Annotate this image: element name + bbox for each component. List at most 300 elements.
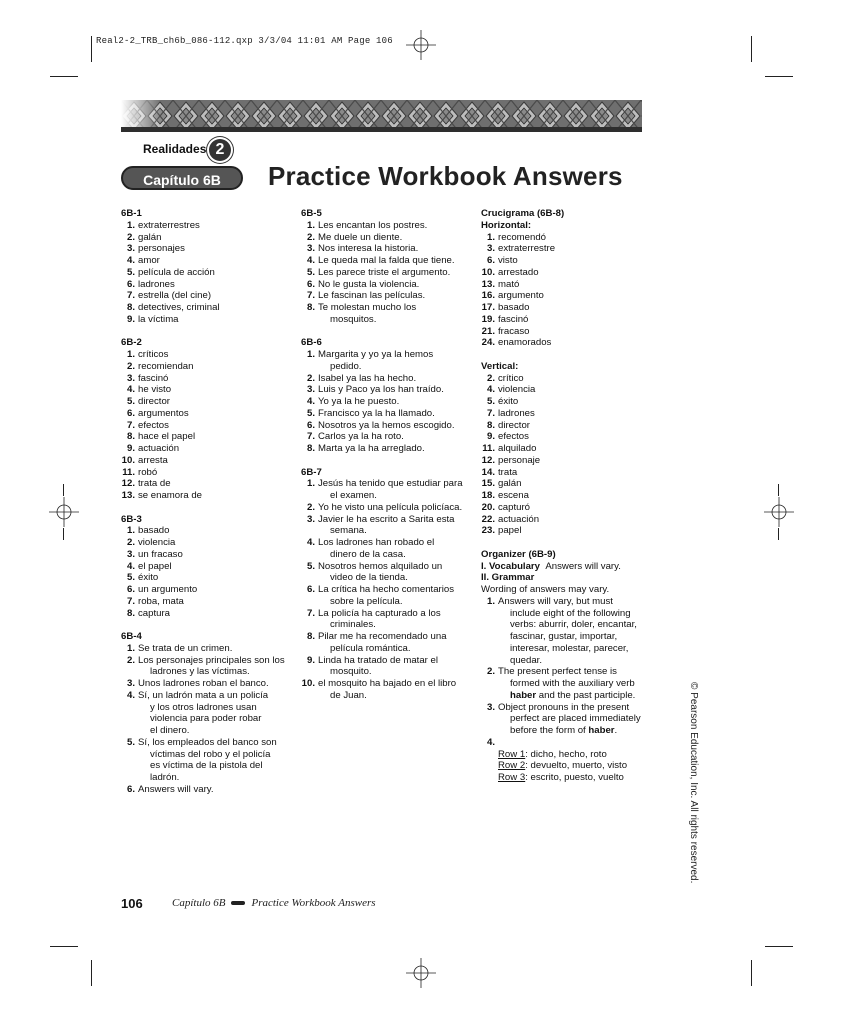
row-label: Row 1 [498, 748, 526, 760]
answer-text: Nos interesa la historia. [318, 243, 419, 255]
list-item [301, 255, 473, 267]
list-item [481, 314, 661, 326]
answer-continuation: criminales. [330, 619, 376, 631]
list-item [481, 373, 661, 385]
item-number: 9. [486, 431, 495, 443]
item-number: 19. [481, 313, 495, 325]
list-item [301, 373, 473, 385]
item-number: 2. [126, 537, 135, 548]
answer-list [121, 349, 293, 502]
running-footer [172, 897, 376, 909]
row-list [481, 749, 661, 784]
list-item [301, 655, 473, 679]
answer-text: Francisco ya la ha llamado. [318, 407, 435, 419]
answer-text: papel [498, 525, 522, 537]
answer-text: director [138, 396, 170, 407]
list-item [121, 655, 293, 679]
item-number: 4. [306, 396, 315, 407]
answer-text: éxito [138, 572, 159, 584]
item-number: 13. [481, 278, 495, 290]
item-number: 5. [306, 266, 315, 278]
item-number: 1. [126, 349, 135, 360]
list-item [301, 431, 473, 443]
answer-continuation: mosquitos. [330, 313, 377, 325]
wording-note: Wording of answers may vary. [481, 584, 610, 595]
answer-line: interesar, molestar, parecer, [510, 642, 629, 654]
list-item [481, 666, 661, 701]
answer-continuation: sobre la película. [330, 595, 403, 607]
answer-continuation: semana. [330, 525, 367, 537]
answer-line: The present perfect tense is [498, 666, 617, 678]
answer-text: se enamora de [138, 490, 202, 501]
item-number: 4. [126, 689, 135, 701]
list-item [121, 549, 293, 561]
item-number: 1. [126, 219, 135, 231]
list-item [121, 455, 293, 467]
answer-text: Isabel ya las ha hecho. [318, 372, 417, 384]
answer-text: Se trata de un crimen. [138, 642, 233, 654]
item-number: 2. [306, 501, 315, 513]
answer-line: perfect are placed immediately [510, 713, 641, 725]
item-number: 8. [486, 419, 495, 431]
item-number: 5. [126, 396, 135, 407]
item-number: 20. [481, 501, 495, 513]
list-item [481, 337, 661, 349]
list-item [481, 267, 661, 279]
list-item [481, 255, 661, 267]
list-item [481, 455, 661, 467]
answer-text: actuación [138, 443, 180, 454]
answer-text: argumento [498, 290, 544, 302]
answer-text: Marta ya la ha arreglado. [318, 443, 425, 454]
item-number: 3. [126, 678, 135, 689]
list-item [301, 478, 473, 502]
crop-mark [63, 484, 64, 496]
answer-text: ladrones [498, 407, 535, 419]
list-item [121, 302, 293, 314]
item-number: 23. [481, 525, 495, 537]
answer-column-1 [121, 208, 293, 796]
list-item [481, 420, 661, 432]
row-text: : devuelto, muerto, visto [525, 760, 628, 772]
crop-mark [91, 960, 92, 986]
answer-text: Answers will vary. [138, 783, 214, 795]
list-item [301, 631, 473, 655]
answer-text: Los personajes principales son los [138, 654, 285, 666]
answer-line: formed with the auxiliary verb [510, 678, 635, 689]
answer-text: la víctima [138, 313, 179, 325]
list-item [481, 514, 661, 526]
crop-mark [751, 960, 752, 986]
answer-continuation: violencia para poder robar [150, 713, 262, 725]
answer-text: el papel [138, 560, 172, 572]
answer-text: captura [138, 607, 170, 619]
answer-line: verbs: aburrir, doler, encantar, [510, 619, 637, 631]
section-title: 6B-1 [121, 208, 142, 219]
subsection-title: Vertical: [481, 360, 519, 372]
answer-text: Luis y Paco ya los han traído. [318, 384, 444, 396]
answer-text: hace el papel [138, 431, 196, 443]
answer-text: Te molestan mucho los [318, 302, 417, 313]
crop-mark [778, 484, 779, 496]
list-item [301, 396, 473, 408]
crop-mark [778, 528, 779, 540]
answer-continuation: es víctima de la pistola del [150, 760, 263, 772]
crop-mark [751, 36, 752, 62]
list-item [481, 490, 661, 502]
list-item [121, 561, 293, 573]
answer-continuation: el dinero. [150, 725, 190, 736]
row-line [498, 760, 661, 772]
answer-continuation: ladrón. [150, 772, 180, 783]
answer-text: mató [498, 278, 520, 290]
item-number: 5. [306, 560, 315, 572]
item-number: 3. [306, 384, 315, 396]
list-item [301, 514, 473, 538]
item-number: 1. [486, 595, 495, 607]
list-item [481, 702, 661, 737]
section-title: 6B-4 [121, 631, 142, 642]
list-item [481, 431, 661, 443]
item-number: 3. [306, 243, 315, 255]
answer-text: before the form of [510, 725, 589, 736]
footer-title: Practice Workbook Answers [251, 897, 376, 909]
list-item [121, 396, 293, 408]
list-item [121, 690, 293, 737]
item-number: 3. [126, 243, 135, 255]
answer-text: fracaso [498, 325, 530, 337]
item-number: 6. [306, 278, 315, 290]
answer-text: fascinó [498, 313, 529, 325]
list-item [121, 349, 293, 361]
item-number: 3. [486, 701, 495, 713]
list-item [301, 279, 473, 291]
list-item [301, 384, 473, 396]
row-label: Row 3 [498, 772, 526, 783]
list-item [121, 478, 293, 490]
answer-text: ladrones [138, 278, 175, 290]
list-item [121, 279, 293, 291]
answer-text: arresta [138, 454, 168, 466]
item-number: 5. [306, 407, 315, 419]
item-number: 2. [486, 372, 495, 384]
item-number: 7. [306, 431, 315, 443]
answer-text: efectos [138, 419, 169, 431]
answer-continuation: el examen. [330, 490, 377, 501]
list-item [481, 326, 661, 338]
item-number: 1. [306, 219, 315, 231]
answer-list [301, 349, 473, 455]
list-item [121, 243, 293, 255]
list-item [121, 431, 293, 443]
item-number: 10. [121, 454, 135, 466]
vocab-text: Answers will vary. [545, 560, 621, 572]
list-item [301, 420, 473, 432]
answer-text: trata de [138, 478, 171, 490]
item-number: 7. [306, 290, 315, 302]
item-number: 18. [481, 490, 495, 501]
item-number: 1. [306, 349, 315, 360]
list-item [481, 467, 661, 479]
row-text: : escrito, puesto, vuelto [525, 772, 624, 783]
keyword-haber: haber [588, 725, 615, 736]
item-number: 8. [306, 631, 315, 642]
answer-text: actuación [498, 513, 540, 525]
item-number: 1. [126, 525, 135, 537]
crop-mark [91, 36, 92, 62]
answer-text: and the past participle. [536, 689, 636, 701]
answer-text: Yo ya la he puesto. [318, 396, 400, 407]
answer-text: Sí, los empleados del banco son [138, 736, 277, 748]
answer-text: alquilado [498, 443, 537, 454]
list-item [481, 232, 661, 244]
item-number: 6. [306, 584, 315, 595]
grammar-answer-1 [498, 596, 661, 667]
list-item [301, 408, 473, 420]
item-number: 13. [121, 490, 135, 501]
answer-text: basado [138, 525, 170, 537]
list-item [121, 420, 293, 432]
answer-text: Le queda mal la falda que tiene. [318, 255, 455, 266]
answer-line: Answers will vary, but must [498, 595, 613, 607]
list-item [301, 443, 473, 455]
list-item [121, 596, 293, 608]
answer-text: . [614, 725, 618, 736]
list-item [121, 220, 293, 232]
item-number: 5. [486, 396, 495, 407]
item-number: 7. [306, 607, 315, 619]
item-number: 4. [126, 560, 135, 572]
item-number: 7. [126, 419, 135, 431]
answer-text: efectos [498, 431, 529, 443]
answer-list [481, 232, 661, 350]
item-number: 8. [126, 431, 135, 443]
answer-line: include eight of the following [510, 607, 631, 619]
row-label: Row 2 [498, 760, 526, 772]
subsection-title: Horizontal: [481, 219, 532, 231]
item-number: 2. [126, 231, 135, 243]
answer-list [121, 525, 293, 619]
answer-continuation: ladrones y las víctimas. [150, 666, 250, 678]
list-item [121, 643, 293, 655]
answer-text: La crítica ha hecho comentarios [318, 584, 454, 595]
answer-line: quedar. [510, 654, 543, 666]
item-number: 1. [486, 231, 495, 243]
slug-line: Real2-2_TRB_ch6b_086-112.qxp 3/3/04 11:01 AM Page 106 [96, 36, 393, 46]
item-number: 12. [121, 478, 135, 490]
item-number: 1. [126, 642, 135, 654]
crop-mark [50, 946, 78, 947]
decorative-pattern-band [121, 100, 642, 132]
answer-text: basado [498, 302, 530, 313]
item-number: 4. [486, 736, 495, 748]
answer-line [498, 725, 661, 737]
answer-text: recomendó [498, 231, 546, 243]
item-number: 3. [126, 548, 135, 560]
answer-continuation: película romántica. [330, 642, 411, 654]
answer-text: Nosotros hemos alquilado un [318, 560, 443, 572]
item-number: 12. [481, 454, 495, 466]
item-number: 4. [306, 537, 315, 548]
item-number: 6. [126, 584, 135, 595]
answer-text: director [498, 419, 530, 431]
page-title: Practice Workbook Answers [268, 161, 623, 191]
answer-text: críticos [138, 349, 169, 360]
item-number: 7. [126, 595, 135, 607]
section-title: Crucigrama (6B-8) [481, 208, 565, 219]
chapter-pill: Capítulo 6B [121, 166, 243, 190]
answer-text: argumentos [138, 407, 189, 419]
crop-mark [765, 76, 793, 77]
vocab-label: I. Vocabulary [481, 560, 541, 572]
section-title: 6B-5 [301, 208, 322, 219]
item-number: 24. [481, 337, 495, 349]
list-item [481, 396, 661, 408]
item-number: 3. [486, 243, 495, 255]
list-item [121, 408, 293, 420]
list-item [121, 267, 293, 279]
list-item [481, 279, 661, 291]
answer-text: detectives, criminal [138, 302, 220, 313]
list-item [301, 220, 473, 232]
list-item [121, 314, 293, 326]
list-item [121, 361, 293, 373]
answer-list [301, 220, 473, 326]
answer-text: personajes [138, 243, 185, 255]
answer-text: un fracaso [138, 548, 183, 560]
item-number: 21. [481, 325, 495, 337]
answer-text: película de acción [138, 266, 215, 278]
list-item [481, 302, 661, 314]
list-item [301, 290, 473, 302]
answer-text: robó [138, 466, 158, 478]
list-item [121, 784, 293, 796]
copyright-text: © Pearson Education, Inc. All rights reserved. [688, 682, 699, 884]
crop-mark [63, 528, 64, 540]
answer-list [121, 643, 293, 796]
item-number: 6. [126, 407, 135, 419]
answer-text: No le gusta la violencia. [318, 278, 420, 290]
list-item [301, 349, 473, 373]
answer-text: amor [138, 255, 160, 266]
crop-mark [765, 946, 793, 947]
item-number: 2. [306, 231, 315, 243]
item-number: 2. [126, 654, 135, 666]
item-number: 7. [126, 290, 135, 302]
item-number: 17. [481, 302, 495, 313]
answer-text: crítico [498, 372, 524, 384]
list-item [301, 232, 473, 244]
item-number: 9. [126, 443, 135, 454]
list-item [481, 243, 661, 255]
keyword-haber: haber [510, 689, 537, 701]
answer-text: Le fascinan las películas. [318, 290, 426, 302]
answer-line [498, 690, 661, 702]
item-number: 15. [481, 478, 495, 490]
list-item [301, 678, 473, 702]
item-number: 8. [126, 607, 135, 619]
item-number: 2. [126, 360, 135, 372]
answer-text: trata [498, 466, 518, 478]
item-number: 10. [301, 678, 315, 689]
item-number: 8. [126, 302, 135, 313]
answer-text: Pilar me ha recomendado una [318, 631, 447, 642]
answer-text: capturó [498, 501, 530, 513]
answer-text: recomiendan [138, 360, 194, 372]
page-number: 106 [121, 896, 143, 911]
item-number: 6. [306, 419, 315, 431]
row-line [498, 749, 661, 761]
answer-text: Jesús ha tenido que estudiar para [318, 478, 463, 490]
list-item [121, 737, 293, 784]
crop-mark [50, 76, 78, 77]
answer-text: Les encantan los postres. [318, 219, 428, 231]
registration-mark-icon [764, 497, 794, 527]
answer-continuation: víctimas del robo y el policía [150, 748, 271, 760]
answer-text: violencia [138, 537, 176, 548]
answer-text: arrestado [498, 266, 539, 278]
list-item [301, 502, 473, 514]
answer-text: La policía ha capturado a los [318, 607, 441, 619]
item-number: 11. [482, 443, 495, 454]
row-text: : dicho, hecho, roto [525, 748, 607, 760]
section-title: 6B-2 [121, 337, 142, 349]
list-item [121, 232, 293, 244]
list-item [301, 584, 473, 608]
answer-text: Los ladrones han robado el [318, 537, 435, 548]
list-item [121, 537, 293, 549]
answer-text: Linda ha tratado de matar el [318, 654, 439, 666]
list-item [121, 525, 293, 537]
copyright-notice [688, 682, 703, 884]
answer-text: fascinó [138, 372, 169, 384]
answer-continuation: dinero de la casa. [330, 548, 406, 560]
answer-line: Object pronouns in the present [498, 701, 630, 713]
answer-text: roba, mata [138, 595, 184, 607]
item-number: 4. [486, 384, 495, 396]
answer-text: Unos ladrones roban el banco. [138, 678, 269, 689]
list-item [121, 678, 293, 690]
item-number: 14. [481, 466, 495, 478]
answer-line: fascinar, gustar, importar, [510, 631, 618, 642]
item-number: 9. [306, 654, 315, 666]
answer-text: Margarita y yo ya la hemos [318, 349, 434, 360]
answer-text: Javier le ha escrito a Sarita esta [318, 513, 455, 525]
answer-text: extraterrestre [498, 243, 556, 255]
item-number: 16. [481, 290, 495, 302]
item-number: 5. [126, 572, 135, 584]
list-item [121, 384, 293, 396]
answer-text: galán [498, 478, 522, 490]
answer-text: Sí, un ladrón mata a un policía [138, 689, 269, 701]
list-item [301, 302, 473, 326]
list-item [121, 290, 293, 302]
answer-text: galán [138, 231, 162, 243]
list-item [121, 255, 293, 267]
grammar-label: II. Grammar [481, 572, 535, 584]
list-item [121, 572, 293, 584]
answer-list [301, 478, 473, 701]
list-item [481, 596, 661, 667]
answer-text: personaje [498, 454, 541, 466]
list-item [301, 267, 473, 279]
answer-text: éxito [498, 396, 519, 407]
answer-text: Yo he visto una película policíaca. [318, 501, 463, 513]
item-number: 5. [126, 266, 135, 278]
vocabulary-line [481, 561, 661, 573]
answer-continuation: y los otros ladrones usan [150, 701, 257, 713]
answer-continuation: de Juan. [330, 689, 367, 701]
